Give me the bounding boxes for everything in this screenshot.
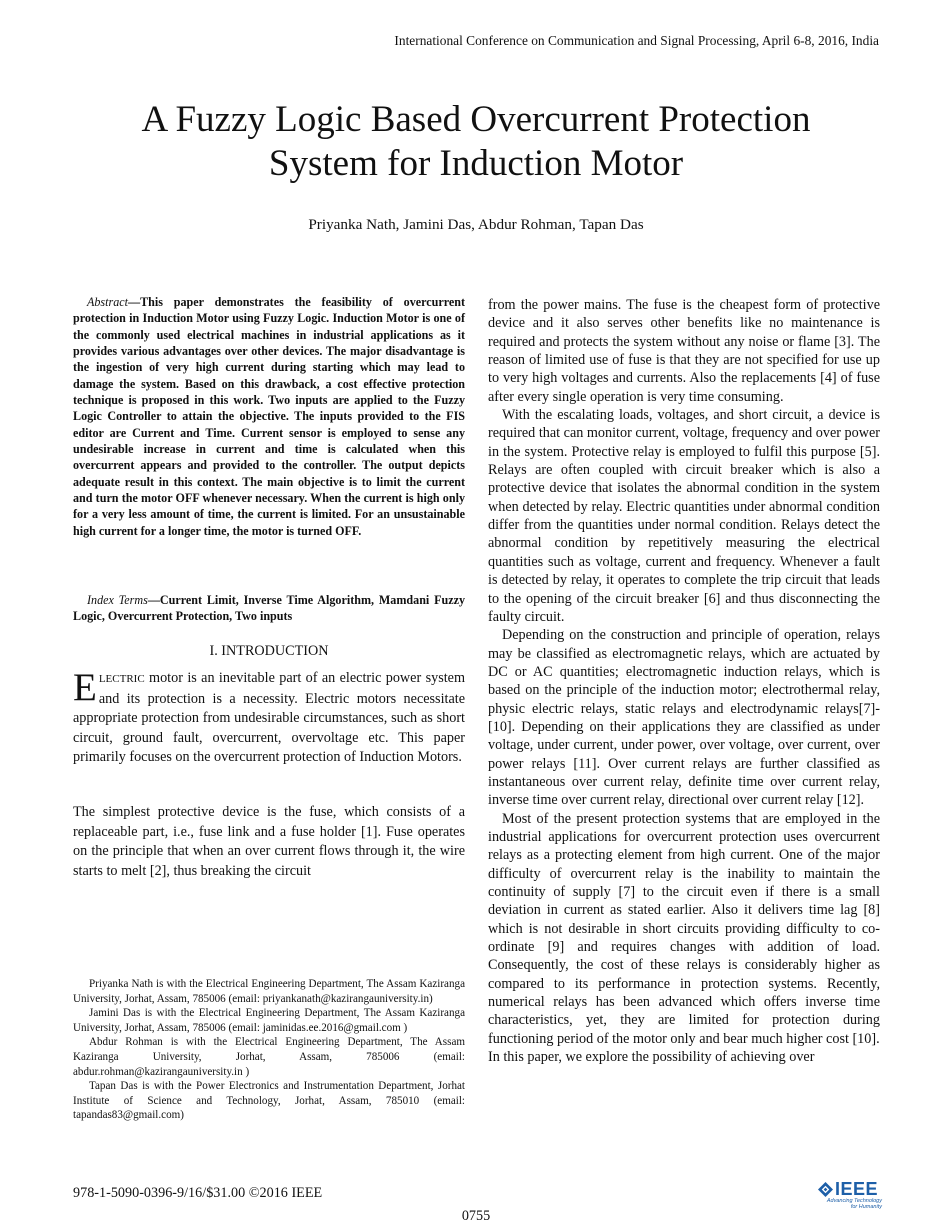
body-paragraph: Most of the present protection systems that are employed in the industrial applications for overcurrent protection uses overcurrent relays as a protecting element from high current. One of the major difficulty of overcurrent relay is the inability to maintain the continuity of supply [7] to the circuit even if there is a small deviation in current as stated earlier. Also it delivers time lag [8] which is not desirable in short circuits providing difficulty to co-ordinate [9] and requires changes with addition of load. Consequently, the cost of these relays is considerably higher as compared to its performance in protection systems. Recently, numerical relays has been advanced which offers inverse time characteristics, yet, they are limited for protection during functioning period of the motor only and bear much higher cost [10]. xyxy=(488,810,880,1047)
title-line-2: System for Induction Motor xyxy=(268,143,684,184)
isbn-copyright: 978-1-5090-0396-9/16/$31.00 ©2016 IEEE xyxy=(73,1185,323,1201)
author-footnotes xyxy=(73,977,465,1123)
ieee-wordmark: IEEE xyxy=(835,1179,879,1199)
title-line-1: A Fuzzy Logic Based Overcurrent Protection xyxy=(141,99,811,140)
paper-title xyxy=(0,98,952,186)
introduction-paragraph-2: The simplest protective device is the fuse, which consists of a replaceable part, i.e., fuse link and a fuse holder [1]. Fuse operates on the principle that when an over current flows through it, the wire starts to melt [2], thus breaking the circuit xyxy=(73,804,465,879)
section-heading-introduction: I. INTRODUCTION xyxy=(209,643,329,659)
page-number: 0755 xyxy=(461,1208,491,1224)
index-terms xyxy=(73,592,465,625)
abstract-text: —This paper demonstrates the feasibility of overcurrent protection in Induction Motor using Fuzzy Logic. Induction Motor is one of the commonly used electrical machines in industrial applications as it provides various advantages over other devices. The major disadvantage is the ingestion of very high current during starting which may lead to damage the system. Based on this drawback, a cost effective protection technique is proposed in this work. Two inputs are applied to the Fuzzy Logic Controller to attain the objective. The inputs provided to the FIS editor are Current and Time. Current sensor is employed to sense any undesirable increase in current and time is calculated when this overcurrent appears and provided to the controller. The output depicts adequate result in this context. The main objective is to limit the current and turn the motor OFF whenever necessary. When the current is high only for a very less amount of time, the current is limited. For an unsustainable high current for a longer time, the motor is turned OFF. xyxy=(73,295,465,538)
intro-smallcaps: LECTRIC xyxy=(98,673,145,685)
ieee-tagline-1: Advancing Technology xyxy=(826,1198,882,1204)
drop-cap: E xyxy=(73,666,97,709)
ieee-logo xyxy=(818,1180,882,1214)
index-terms-text: —Current Limit, Inverse Time Algorithm, Mamdani Fuzzy Logic, Overcurrent Protection, Two inputs xyxy=(73,593,466,624)
ieee-tagline-2: for Humanity xyxy=(850,1204,882,1210)
abstract xyxy=(73,294,465,539)
body-paragraph: from the power mains. The fuse is the cheapest form of protective device and it also serves other benefits like no maintenance is required and protects the system without any noise or flame [3]. The reason of limited use of fuse is that they are not specified for use up to very high voltages and currents. Also the replacements [4] of fuse after every single operation is very time consuming. xyxy=(488,297,880,405)
body-paragraph: Depending on the construction and principle of operation, relays may be classified as electromagnetic relays, which are actuated by DC or AC quantities; electromagnetic induction relays, which is based on the principle of the induction motor; electrothermal relay, physic electric relays, static relays and electrodynamic relays[7]-[10]. Depending on their applications they are classified as under voltage, under current, under power, over voltage, over current, over power relays [11]. Over current relays are further classified as instantaneous over current relay, definite time over current relay, inverse time over current relay, directional over current relay [12]. xyxy=(488,627,880,809)
footnote: Priyanka Nath is with the Electrical Engineering Department, The Assam Kaziranga University, Jorhat, Assam, 785006 (email: priyankanath@kazirangauniversity.in) xyxy=(73,978,465,1005)
body-paragraph: With the escalating loads, voltages, and short circuit, a device is required that can monitor current, voltage, frequency and over power in the system. Protective relay is employed to fulfil this purpose [5]. Relays are often coupled with circuit breaker which is also a protective device that isolates the abnormal condition in the system when detected by relay. Electric quantities under abnormal condition differ from the quantities under normal condition. Relays detect the abnormal condition by repetitively measuring the electrical quantities such as voltage, current and frequency. Whenever a fault is detected by relay, it operates to complete the trip circuit that leads to the opening of the circuit breaker [6] and thus disconnecting the faulty circuit. xyxy=(488,407,880,625)
index-terms-label: Index Terms xyxy=(87,593,148,607)
ieee-diamond-icon xyxy=(818,1182,833,1197)
author-list: Priyanka Nath, Jamini Das, Abdur Rohman, Tapan Das xyxy=(308,216,644,233)
intro-text: motor is an inevitable part of an electric power system and its protection is a necessity. Electric motors necessitate appropriate protection from undesirable circumstances, such as short circuit, ground fault, overcurrent, overvoltage etc. This paper primarily focuses on the overcurrent protection of Induction Motors. xyxy=(73,670,465,765)
footnote: Jamini Das is with the Electrical Engineering Department, The Assam Kaziranga University, Jorhat, Assam, 785006 (email: jaminidas.ee.2016@gmail.com ) xyxy=(73,1007,465,1034)
right-column-body xyxy=(488,296,880,1066)
footnote: Abdur Rohman is with the Electrical Engineering Department, The Assam Kaziranga University, Jorhat, Assam, 785006 (email: abdur.rohman@kazirangauniversity.in ) xyxy=(73,1036,465,1078)
abstract-label: Abstract xyxy=(87,295,128,309)
footnote: Tapan Das is with the Power Electronics and Instrumentation Department, Jorhat Institute of Science and Technology, Jorhat, Assam, 785010 (email: tapandas83@gmail.com) xyxy=(73,1080,465,1122)
conference-header: International Conference on Communication and Signal Processing, April 6-8, 2016, India xyxy=(394,33,879,48)
introduction-paragraph-1 xyxy=(73,666,465,768)
body-paragraph: In this paper, we explore the possibility of achieving over xyxy=(488,1049,815,1066)
